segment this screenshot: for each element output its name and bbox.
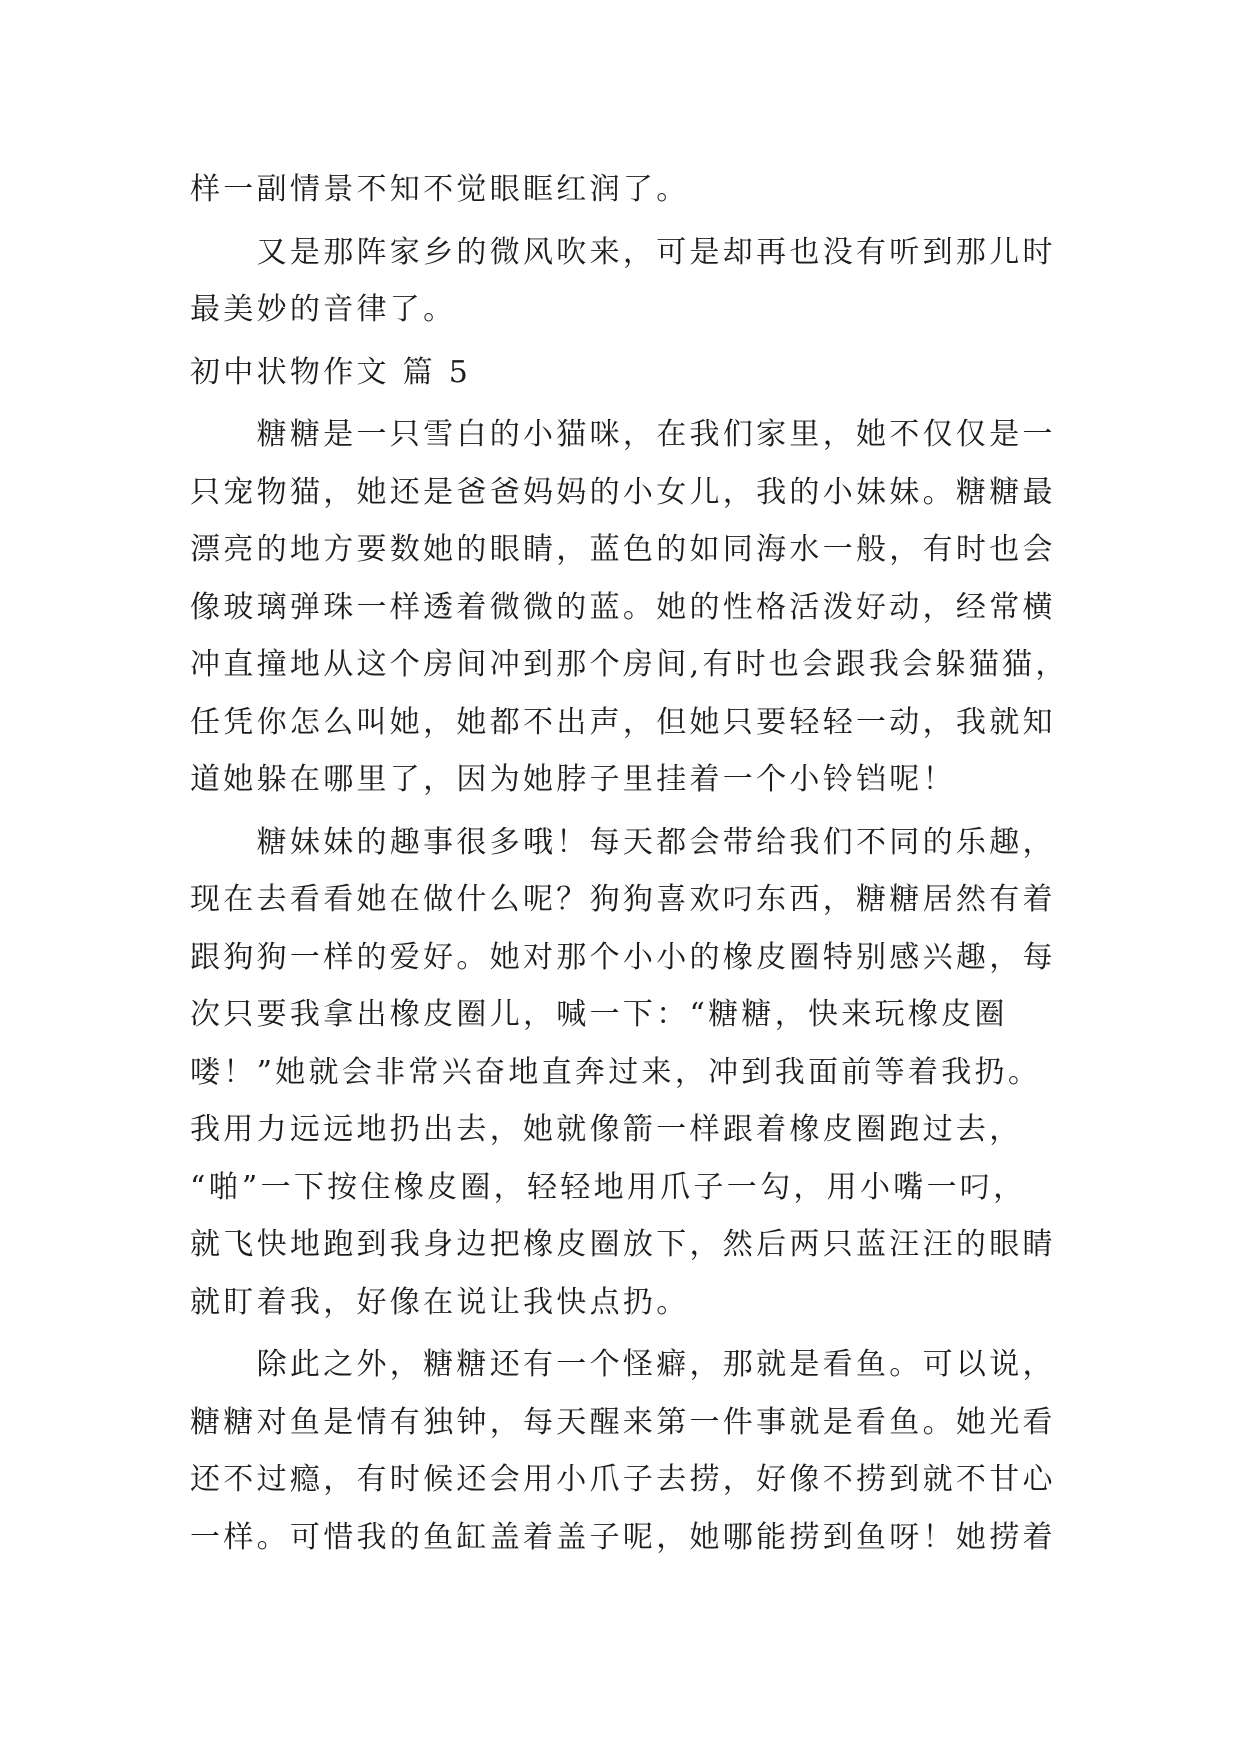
text-line: 一样。可惜我的鱼缸盖着盖子呢，她哪能捞到鱼呀！她捞着	[190, 1519, 1056, 1555]
text-line: 就盯着我，好像在说让我快点扔。	[190, 1284, 690, 1320]
text-line: 喽！”她就会非常兴奋地直奔过来，冲到我面前等着我扔。	[190, 1054, 1042, 1090]
text-line: 糖糖对鱼是情有独钟，每天醒来第一件事就是看鱼。她光看	[190, 1404, 1056, 1440]
paragraph	[190, 406, 1090, 809]
text-line: 我用力远远地扔出去，她就像箭一样跟着橡皮圈跑过去，	[190, 1112, 1023, 1147]
text-line: 糖妹妹的趣事很多哦！每天都会带给我们不同的乐趣，	[256, 824, 1056, 860]
paragraph	[190, 814, 1090, 1332]
text-line: 跟狗狗一样的爱好。她对那个小小的橡皮圈特别感兴趣，每	[190, 939, 1056, 975]
text-line: 就飞快地跑到我身边把橡皮圈放下，然后两只蓝汪汪的眼睛	[190, 1227, 1056, 1262]
paragraph	[190, 1336, 1090, 1566]
text-line: 任凭你怎么叫她，她都不出声，但她只要轻轻一动，我就知	[190, 704, 1056, 740]
document-body	[190, 161, 1090, 1571]
text-line: 样一副情景不知不觉眼眶红润了。	[190, 172, 690, 207]
text-line: 漂亮的地方要数她的眼睛，蓝色的如同海水一般，有时也会	[190, 532, 1056, 567]
paragraph-continued	[190, 161, 1090, 219]
text-line: 道她躲在哪里了，因为她脖子里挂着一个小铃铛呢！	[190, 762, 956, 797]
text-line: 糖糖是一只雪白的小猫咪，在我们家里，她不仅仅是一	[256, 417, 1056, 452]
text-line: 除此之外，糖糖还有一个怪癖，那就是看鱼。可以说，	[256, 1347, 1056, 1382]
text-line: 次只要我拿出橡皮圈儿，喊一下：“糖糖，快来玩橡皮圈	[190, 997, 1008, 1032]
text-line: 还不过瘾，有时候还会用小爪子去捞，好像不捞到就不甘心	[190, 1462, 1056, 1497]
essay-heading: 初中状物作文 篇 5	[190, 354, 472, 390]
text-line: 又是那阵家乡的微风吹来，可是却再也没有听到那儿时	[256, 234, 1056, 270]
text-line: 最美妙的音律了。	[190, 292, 457, 327]
text-line: 冲直撞地从这个房间冲到那个房间,有时也会跟我会躲猫猫，	[190, 647, 1069, 682]
paragraph	[190, 224, 1090, 339]
essay-heading-block	[190, 344, 1090, 402]
text-line: 现在去看看她在做什么呢？狗狗喜欢叼东西，糖糖居然有着	[190, 882, 1056, 917]
text-line: 像玻璃弹珠一样透着微微的蓝。她的性格活泼好动，经常横	[190, 589, 1056, 625]
text-line: 只宠物猫，她还是爸爸妈妈的小女儿，我的小妹妹。糖糖最	[190, 474, 1056, 510]
text-line: “啪”一下按住橡皮圈，轻轻地用爪子一勾，用小嘴一叼，	[190, 1169, 1027, 1205]
